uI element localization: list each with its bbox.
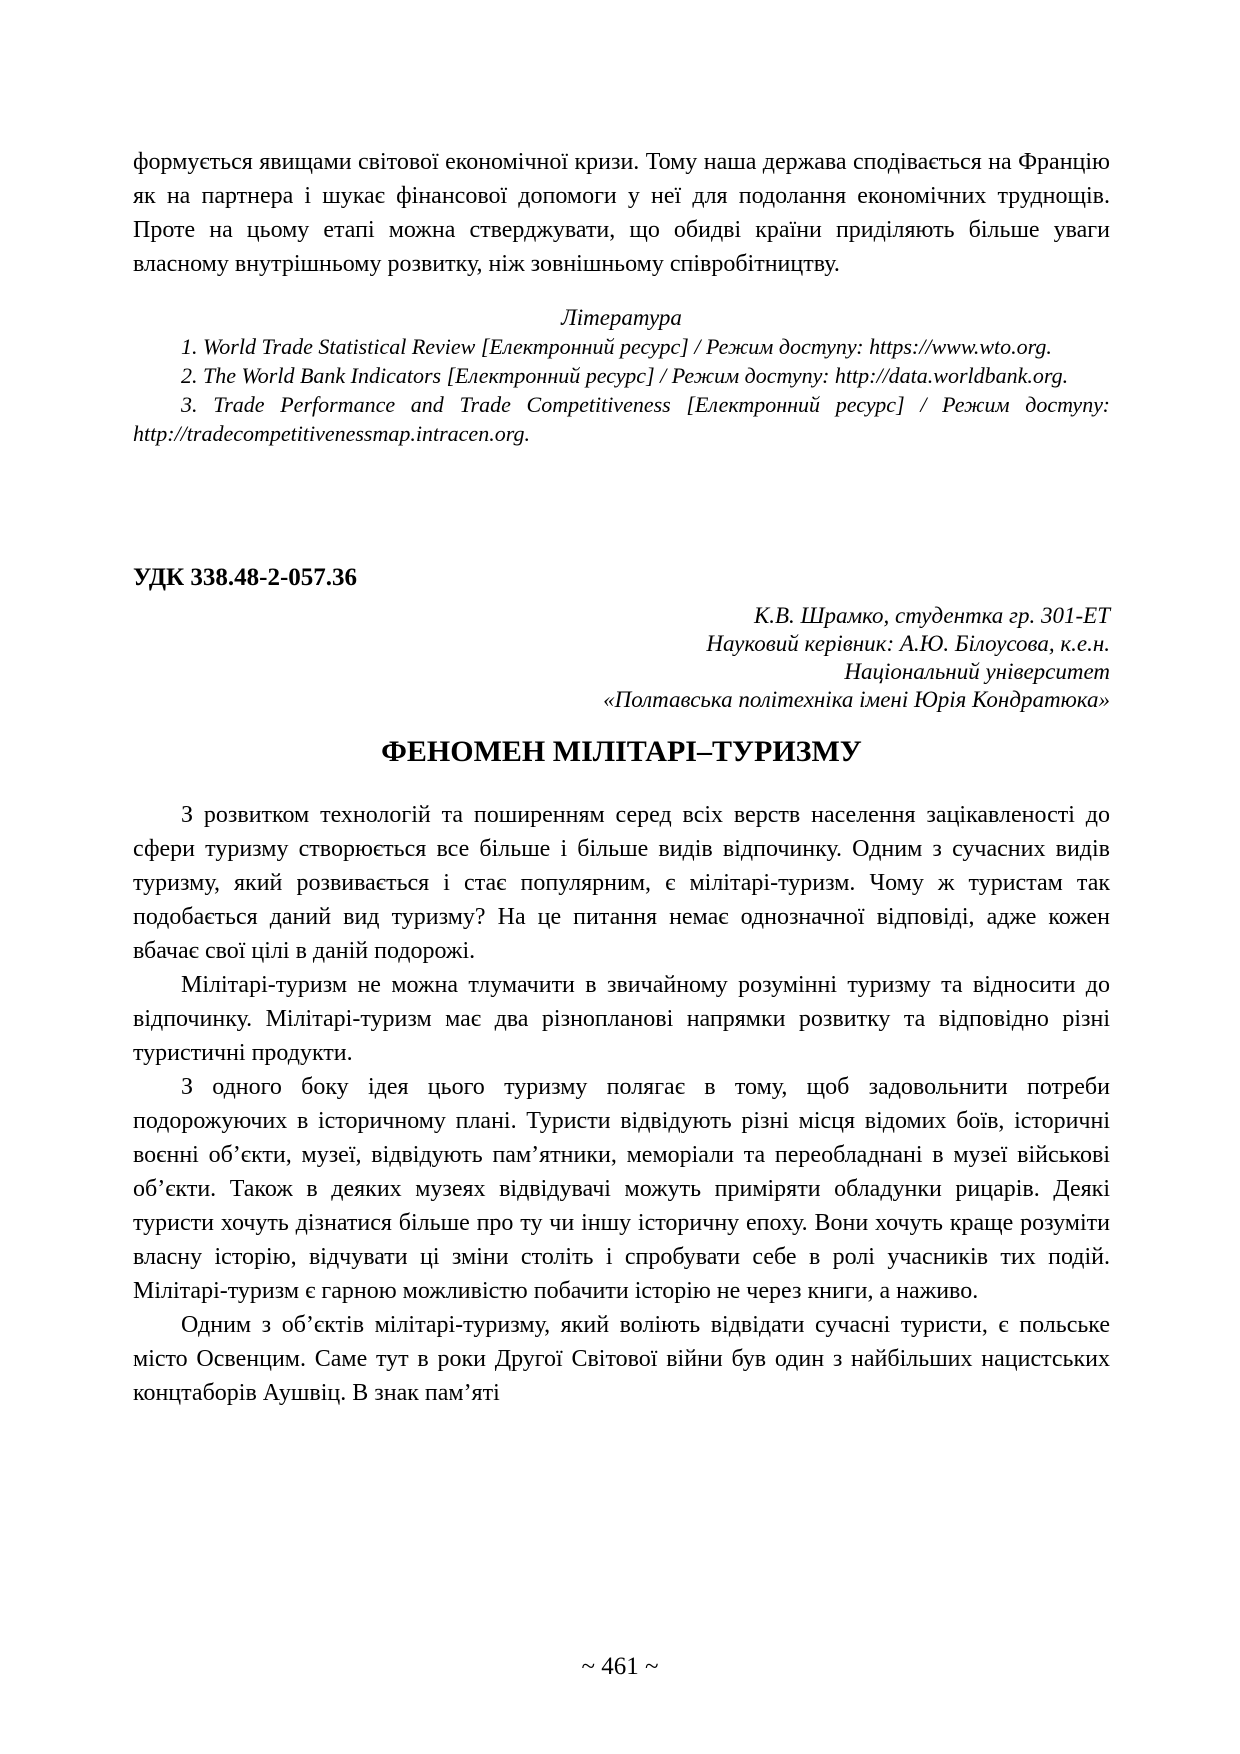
reference-item-1: 1. World Trade Statistical Review [Електронний ресурс] / Режим доступу: https://www.wto.org. (181, 334, 1052, 359)
references-section (133, 303, 1110, 448)
udc-code: УДК 338.48-2-057.36 (133, 564, 358, 591)
reference-item-3: 3. Trade Performance and Trade Competitiveness [Електронний ресурс] / Режим доступу: http://tradecompetitivenessmap.intracen.org. (133, 392, 1110, 446)
university-line: Національний університет (844, 659, 1110, 684)
references-heading: Література (561, 305, 682, 330)
university-name-line: «Полтавська політехніка імені Юрія Кондратюка» (603, 687, 1110, 712)
author-name-line: К.В. Шрамко, студентка гр. 301-ЕТ (753, 603, 1110, 628)
page-number: ~ 461 ~ (581, 1653, 659, 1680)
supervisor-line: Науковий керівник: А.Ю. Білоусова, к.е.н. (706, 631, 1110, 656)
article-body (133, 798, 1110, 1410)
reference-item-2: 2. The World Bank Indicators [Електронний ресурс] / Режим доступу: http://data.worldbank.org. (181, 363, 1069, 388)
article-paragraph-2: Мілітарі-туризм не можна тлумачити в звичайному розумінні туризму та відносити до відпочинку. Мілітарі-туризм має два різнопланові напрямки розвитку та відповідно різні туристичні продукти. (133, 972, 1110, 1066)
previous-article-closing-paragraph: формується явищами світової економічної кризи. Тому наша держава сподівається на Францію як на партнера і шукає фінансової допомоги у неї для подолання економічних труднощів. Проте на цьому етапі можна стверджувати, що обидві країни приділяють більше уваги власному внутрішньому розвитку, ніж зовнішньому співробітництву. (133, 149, 1110, 277)
article-paragraph-3: З одного боку ідея цього туризму полягає в тому, щоб задовольнити потреби подорожуючих в історичному плані. Туристи відвідують різні місця відомих боїв, історичні воєнні об’єкти, музеї, відвідують пам’ятники, меморіали та переобладнані в музеї військові об’єкти. Також в деяких музеях відвідувачі можуть приміряти обладунки рицарів. Деякі туристи хочуть дізнатися більше про ту чи іншу історичну епоху. Вони хочуть краще розуміти власну історію, відчувати ці зміни століть і спробувати себе в ролі учасників тих подій. Мілітарі-туризм є гарною можливістю побачити історію не через книги, а наживо. (133, 1074, 1110, 1304)
article-paragraph-1: З розвитком технологій та поширенням серед всіх верств населення зацікавленості до сфери туризму створюється все більше і більше видів відпочинку. Одним з сучасних видів туризму, який розвивається і стає популярним, є мілітарі-туризм. Чому ж туристам так подобається даний вид туризму? На це питання немає однозначної відповіді, адже кожен вбачає свої цілі в даній подорожі. (133, 802, 1110, 964)
author-block (133, 602, 1110, 714)
article-paragraph-4: Одним з об’єктів мілітарі-туризму, який воліють відвідати сучасні туристи, є польське місто Освенцим. Саме тут в роки Другої Світової війни був один з найбільших нацистських концтаборів Аушвіц. В знак пам’яті (133, 1312, 1110, 1406)
article-title: ФЕНОМЕН МІЛІТАРІ–ТУРИЗМУ (381, 735, 862, 768)
